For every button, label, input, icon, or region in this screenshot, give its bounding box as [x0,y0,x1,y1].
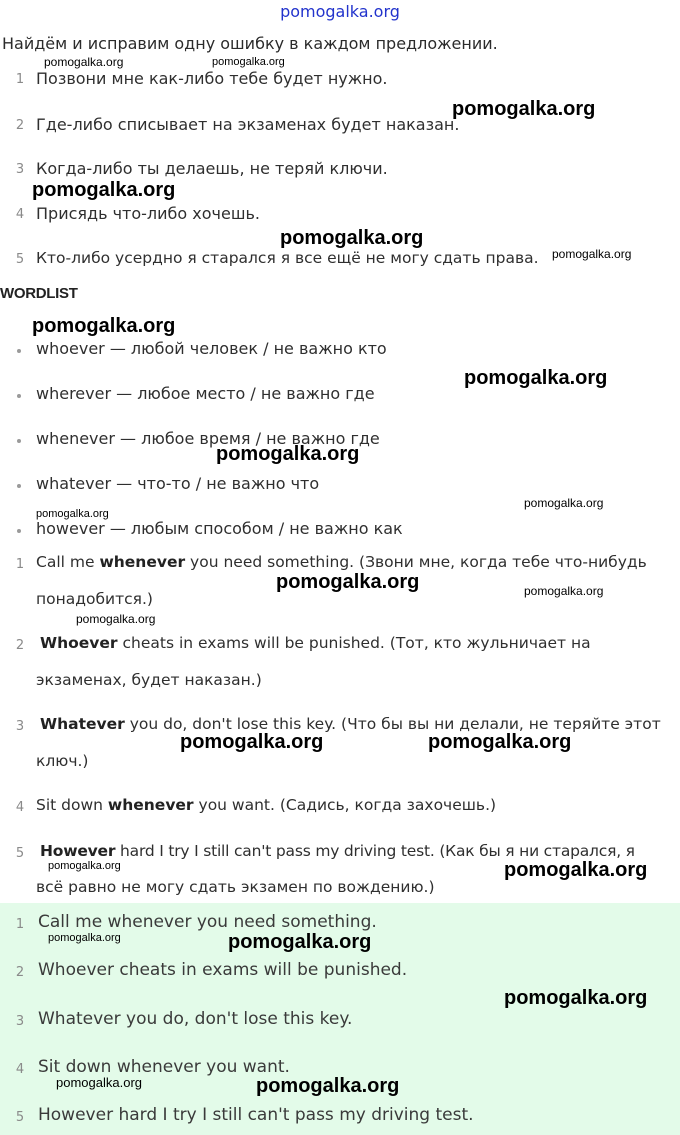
watermark: pomogalka.org [228,931,372,953]
answer-number: 3 [15,719,25,734]
wordlist-item: wherever — любое место / не важно где [36,384,375,403]
final-number: 2 [15,965,25,980]
watermark: pomogalka.org [56,1075,142,1090]
watermark: pomogalka.org [44,55,124,69]
answer-number: 2 [15,638,25,653]
watermark: pomogalka.org [524,496,604,510]
watermark: pomogalka.org [180,731,324,753]
final-item: Whatever you do, don't lose this key. [38,1009,353,1029]
watermark: pomogalka.org [32,315,176,337]
exercise-number: 5 [15,252,25,267]
wordlist-item: whoever — любой человек / не важно кто [36,339,387,358]
site-header-link[interactable]: pomogalka.org [280,2,400,21]
exercise-number: 3 [15,162,25,177]
final-number: 1 [15,917,25,932]
answer-line-continued: экзаменах, будет наказан.) [36,671,262,689]
bullet-icon [17,529,21,533]
answer-line: Whatever you do, don't lose this key. (Что бы вы ни делали, не теряйте этот [40,715,661,733]
exercise-item: Кто-либо усердно я старался я все ещё не могу сдать права. [36,249,539,267]
wordlist-item: whatever — что-то / не важно что [36,474,320,493]
answer-number: 1 [15,557,25,572]
watermark: pomogalka.org [504,987,648,1009]
final-item: Sit down whenever you want. [38,1057,290,1077]
final-item: Whoever cheats in exams will be punished. [38,960,408,980]
answer-line-continued: всё равно не могу сдать экзамен по вождению.) [36,878,435,896]
watermark: pomogalka.org [452,98,596,120]
watermark: pomogalka.org [276,571,420,593]
watermark: pomogalka.org [504,859,648,881]
exercise-number: 1 [15,72,25,87]
answer-line: Sit down whenever you want. (Садись, когда захочешь.) [36,796,497,814]
watermark: pomogalka.org [48,860,121,872]
exercise-number: 4 [15,207,25,222]
wordlist-item: however — любым способом / не важно как [36,519,403,538]
exercise-number: 2 [15,118,25,133]
watermark: pomogalka.org [280,227,424,249]
answer-line: Call me whenever you need something. (Звони мне, когда тебе что-нибудь [36,553,647,571]
watermark: pomogalka.org [464,367,608,389]
watermark: pomogalka.org [552,247,632,261]
answer-number: 5 [15,846,25,861]
exercise-item: Присядь что-либо хочешь. [36,204,260,223]
bullet-icon [17,394,21,398]
watermark: pomogalka.org [32,179,176,201]
bullet-icon [17,439,21,443]
answer-line: However hard I try I still can't pass my driving test. (Как бы я ни старался, я [40,842,635,860]
final-number: 3 [15,1014,25,1029]
answer-number: 4 [15,800,25,815]
watermark: pomogalka.org [76,612,156,626]
exercise-item: Где-либо списывает на экзаменах будет наказан. [36,115,460,134]
watermark: pomogalka.org [36,508,109,520]
instruction-text: Найдём и исправим одну ошибку в каждом предложении. [2,34,498,53]
exercise-item: Позвони мне как-либо тебе будет нужно. [36,69,388,88]
answer-line-continued: ключ.) [36,752,89,770]
answer-line-continued: понадобится.) [36,590,153,608]
final-item: However hard I try I still can't pass my driving test. [38,1105,474,1125]
watermark: pomogalka.org [524,584,604,598]
final-number: 4 [15,1062,25,1077]
exercise-item: Когда-либо ты делаешь, не теряй ключи. [36,159,388,178]
wordlist-item: whenever — любое время / не важно где [36,429,380,448]
watermark: pomogalka.org [48,932,121,944]
bullet-icon [17,484,21,488]
watermark: pomogalka.org [212,56,285,68]
watermark: pomogalka.org [256,1075,400,1097]
wordlist-title: WORDLIST [0,285,78,302]
watermark: pomogalka.org [216,443,360,465]
watermark: pomogalka.org [428,731,572,753]
answer-line: Whoever cheats in exams will be punished. (Тот, кто жульничает на [40,634,591,652]
final-item: Call me whenever you need something. [38,912,377,932]
final-number: 5 [15,1110,25,1125]
bullet-icon [17,349,21,353]
